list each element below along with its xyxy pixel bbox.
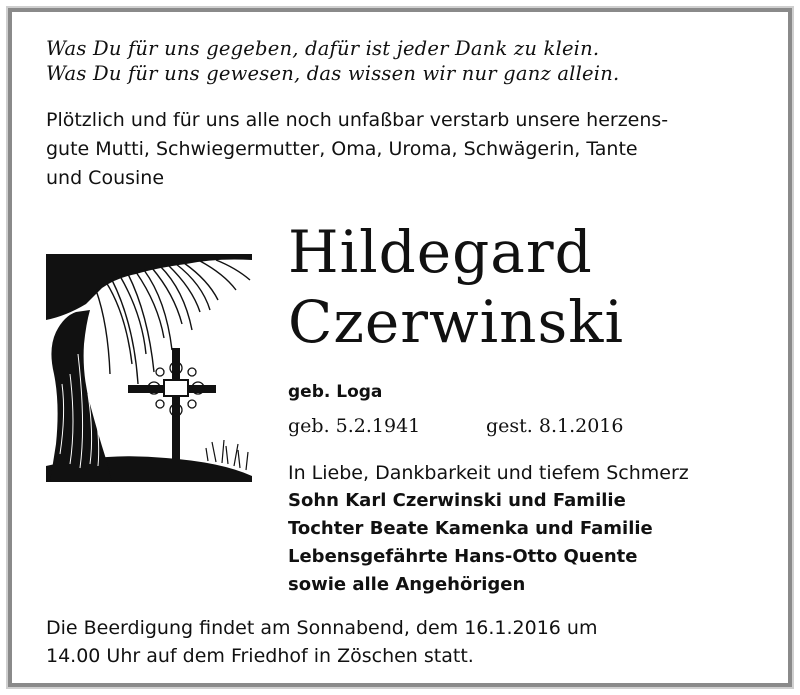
funeral-notice: [46, 614, 776, 670]
mourner-line: sowie alle Angehörigen: [288, 574, 526, 595]
mourners-block: [288, 459, 689, 599]
obituary-content: [12, 12, 788, 683]
deceased-last-name: Czerwinski: [288, 288, 624, 356]
mourner-line: Tochter Beate Kamenka und Familie: [288, 518, 653, 539]
intro-line-2: gute Mutti, Schwiegermutter, Oma, Uroma, Schwägerin, Tante: [46, 138, 638, 160]
mourners-lead: In Liebe, Dankbarkeit und tiefem Schmerz: [288, 462, 689, 484]
intro-line-3: und Cousine: [46, 167, 165, 189]
intro-text: [46, 106, 776, 193]
motto-verse: [46, 36, 766, 86]
intro-line-1: Plötzlich und für uns alle noch unfaßbar verstarb unsere herzens-: [46, 109, 669, 131]
deceased-first-name: Hildegard: [288, 218, 593, 286]
life-dates: [288, 415, 688, 437]
maiden-name: geb. Loga: [288, 382, 383, 402]
obituary-frame: [8, 8, 792, 687]
mourner-line: Sohn Karl Czerwinski und Familie: [288, 490, 626, 511]
funeral-line-1: Die Beerdigung findet am Sonnabend, dem 16.1.2016 um: [46, 617, 598, 639]
deceased-name: [288, 217, 624, 357]
motto-line-1: Was Du für uns gegeben, dafür ist jeder Dank zu klein.: [46, 37, 600, 60]
mourner-line: Lebensgefährte Hans-Otto Quente: [288, 546, 638, 567]
motto-line-2: Was Du für uns gewesen, das wissen wir nur ganz allein.: [46, 62, 620, 85]
birth-date: geb. 5.2.1941: [288, 415, 421, 437]
funeral-line-2: 14.00 Uhr auf dem Friedhof in Zöschen statt.: [46, 645, 474, 667]
tree-with-cross-illustration-icon: [46, 254, 252, 482]
death-date: gest. 8.1.2016: [486, 415, 624, 437]
